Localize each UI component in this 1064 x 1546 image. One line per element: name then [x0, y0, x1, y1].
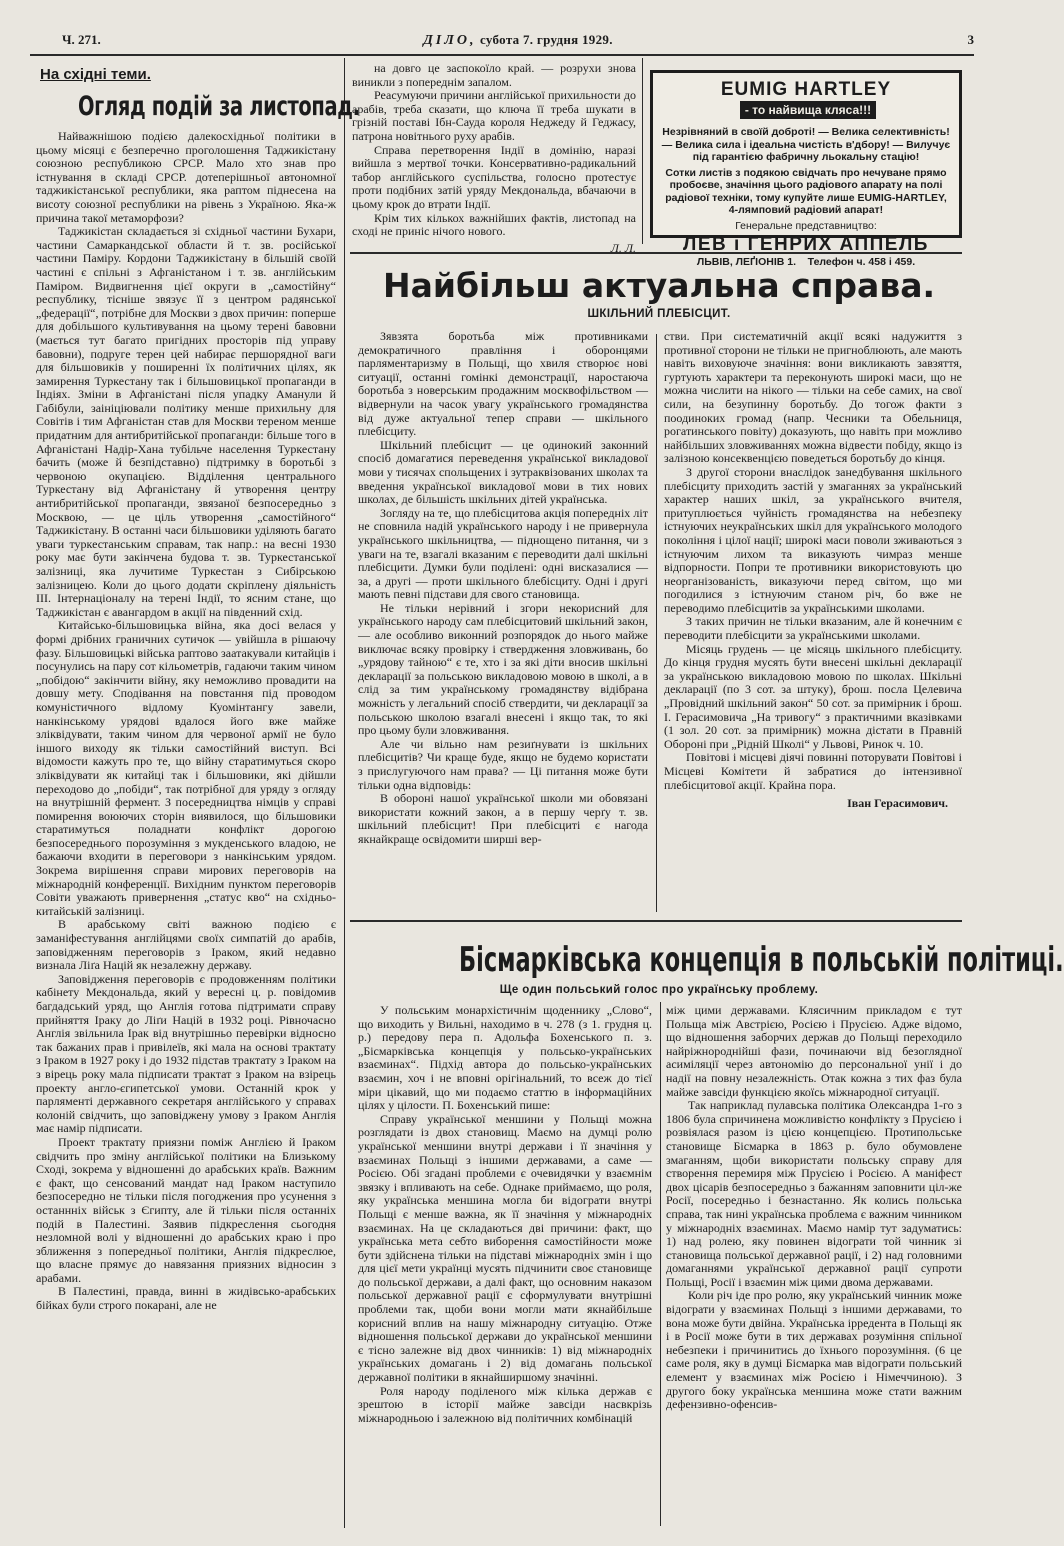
- ad-rep-label: Генеральне представництво:: [735, 219, 877, 232]
- paragraph: Крім тих кількох важнійших фактів, листопад на сході не приніс нічого нового.: [352, 210, 636, 239]
- column-divider: [656, 334, 657, 912]
- section-kicker: На східні теми.: [40, 66, 151, 83]
- plebiscite-column-a: [358, 330, 648, 914]
- bismarck-subhead: Ще один польський голос про українську проблему.: [499, 984, 819, 996]
- paragraph: Зогляду на те, що плебісцитова акція попередніх літ не сповнила надій українського народу і не привернула українського шкільництва, — піднощено питання, чи з уваги на те, взагалі вказаним є переводити далі шкільні плебісцити. Думки були поділені: одні висказалися — за, а другі — проти шкільного блебісциту. Одні і другі мають певні підстави для свого становища.: [358, 505, 648, 602]
- paragraph: стви. При систематичній акції всякі надужиття з противної сторони не тільки не пригноблюють, але мають навіть виховуюче значіння: вони викликають завзяття, гуртують характери та переконують широкі маси, що не можна числити на нікого — тільки на себе самих, на свої сили, на безупинну боротьбу. До тогож факти з поодиноких громад (напр. Чесники та Обельниця, рогатинського повіту) доказують, що навіть при можливо найбільших зловживаннях можна відвести побіду, якщо із залізною консеквенцією поведеться боротьбу до кінця.: [664, 329, 962, 466]
- bismarck-column-a: [358, 1004, 652, 1526]
- left-article-continuation: [352, 61, 636, 255]
- column-divider: [344, 58, 345, 1528]
- eumig-advertisement: [650, 70, 962, 268]
- paragraph: Не тільки нерівний і згори некорисний для українського народу сам плебісцитовий шкільний закон, — але особливо виконний розпорядок до нього майже виключає всяку провірку і ствердження зловживань, бо „урядову тайною“ є те, хто і за які діти вносив шкільні декларації за польською викладовою мовою в школі, а в слід за тим українському громадянству відібрана можність у легальний спосіб ствердити, чи декларації за польською школою взагалі внесені і якщо так, то які про цьому були зловживання.: [358, 600, 648, 738]
- plebiscite-column-b: [664, 330, 962, 914]
- paragraph: Повітові і місцеві діячі повинні поторувати Повітові і Місцеві Комітети й забратися до інтензивної плебісцитової акції. Крайна пора.: [664, 750, 962, 792]
- paragraph: Шкільний плебісцит — це одинокий законний спосіб домагатися переведення української викладової мови у тисячах спольщених і зутраквізованих школах та введення української викладової мови в тих нових школах, де більшість шкільних дітей українська.: [358, 437, 648, 507]
- column-divider: [642, 58, 643, 244]
- paragraph: В обороні нашої української школи ми обовязані використати кожний закон, а в першу черґу т. зв. шкільний плебісцит! При плебісциті є нагода якнайкраще освідомити ширші вер-: [358, 791, 648, 846]
- paragraph: Проект трактату приязни поміж Англією й Іраком свідчить про зміну англійської політики на Близькому Сході, зокрема у відношенні до арабських країв. Важним є факт, що сенсований мандат над Іраком наступило безпосередно не тільки після погоджения про усунення з останнніх військ з Єгипту, але й тільки після останніх подій в Палестині. Заявив підкреслення сьогодня незломной волі у відношенні до арабських краю і про зближення з попередньої політики, Англія підкреслюе, що власне прямує до навязання приязних відносин з арабами.: [36, 1134, 336, 1285]
- article-headline: Огляд подій за листопад.: [77, 91, 360, 122]
- paragraph: Коли річ іде про ролю, яку український чинник може відограти у взаєминах Польщі з іншими державами, то вона може бути двійна. Українська ірредента в Польщі як і в Росії може бути в тих державах розуміння спільної небезпеки і причинитись до їхнього порозуміння. (6 це саме роля, яку в думці Бісмарка мав відограти польський елемент у взаєминах між Росією і Німеччиною). З другого боку українська меншина може стати важним дефензивно-офенсив-: [666, 1288, 962, 1412]
- bismarck-headline: Бісмарківська концепція в польській політиці.: [459, 940, 1064, 980]
- section-rule: [350, 920, 962, 922]
- paragraph: Місяць грудень — це місяць шкільного плебісциту. До кінця грудня мусять бути внесені шкільні декларації за українською викладовою мовою по школах. Шкільні декларації (по 3 сот. за штуку), брош. посла Целевича „Провідний шкільний закон“ 50 сот. за примірник і брош. І. Герасимовича „На тривогу“ з практичними вказівками (1 зол. 20 сот. за примірник) можна дістати в Правній Обороні при „Рідній Школі“ у Львові, Ринок ч. 10.: [664, 641, 962, 751]
- left-article: [36, 62, 360, 1528]
- bismarck-column-b: [666, 1004, 962, 1526]
- paragraph: Зявзята боротьба між противниками демократичного правління і оборонцями парляментаризму в Польщі, що хвиля створює нові ситуації, останні гомінкі демонстрації, наростаюча боротьба з новерським продажним москвофільством — відвернули на часок увагу українського громадянства від дуже актуальної тепер справи — шкільного плебісциту.: [358, 329, 648, 439]
- paragraph: Найважнішою подією далекосхідньої політики в цьому місяці є безперечно проголошення Таджикістану союзною республикою СРСР. Мало хто знав про істнування в складі СРСР. дотеперішньої автономної таджикістанської республики, яка раптом піднесена на висоту союзної республики на рівень з Україною. Яка-ж причина такої метаморфози?: [36, 129, 336, 225]
- author: Іван Герасимович.: [847, 796, 948, 811]
- paragraph: Заповідження переговорів є продовженням політики кабінету Мекдональда, який у вересні ц. р. повідомив багдадський уряд, що Англія готова підтримати справу прийняття Іраку до Ліґи Націй в 1932 році. Рівночасно Англія звільнила Ірак від внутрішньо перевірки відносно так бажаних прав і привілеїв, які мала на основі трактату з Іраком в 1927 року і до 1932 підстав трактату з Іраком на з вірець року мала підписати трактат з Іраком на взірець проекту англо-єгипетської умови. Останній крок у парляменті державного секретаря англійського у справах колоній свідчить, що заповіджену умову з Іраком Англія має намір підписати.: [36, 971, 336, 1136]
- plebiscite-subhead: ШКІЛЬНИЙ ПЛЕБІСЦИТ.: [587, 308, 731, 320]
- issue-date: субота 7. грудня 1929.: [480, 32, 613, 47]
- paragraph: Справа перетворення Індії в домінію, наразі вийшла з мертвої точки. Консервативно-радикальний табор англійського суспільства, голосно протестує проти подібних затій уряду Мекдональда, вбачаючи в цьому крок до втрати Індії.: [352, 142, 636, 211]
- ad-tag: - то найвища кляса!!!: [740, 101, 876, 119]
- masthead-line: [62, 32, 974, 49]
- paragraph: Так наприклад пулавська політика Олександра 1-го з 1806 була спричинена можливістю конфлікту з Прусією і розвіялася разом із цією концепцією. Протипольське становище Бісмарка в 1863 р. було обумовлене змаганням, щоби використати польську справу для створення перемиря між Прусією і Росією. А маніфест двох цісарів безпосередньо з бажанням заповнити ціл-же Росії, посередньо і безнастанно. Як колись польська справа, так нині українська проблема є важним чинником у міжнародніх взаєминах. Маємо намір тут задуматись: 1) над ролею, яку повинен відограти той чинник зі становища польської державної рації, і 2) над головними домаганнями української державної рації супроти Польщі, Росії і взаємин між цими двома державами.: [666, 1098, 962, 1289]
- paragraph: Роля народу поділеного між кілька держав є зрештою в історії майже завсіди насвкрізь міжнародньою і залежною від політичних комбінацій: [358, 1383, 652, 1425]
- ad-text: Незрівняний в своїй доброті! — Велика селективність! — Велика сила і ідеальна чистість в'дбору! — Вилучує під гарантією фабричну льокальну стацію!: [661, 126, 951, 163]
- paragraph: В арабському світі важною подією є заманіфестування англійцями своїх симпатій до арабів, заповідженням переговорів з Іраком, який недавно визнала Ліґа Націй як незалежну державу.: [36, 917, 336, 973]
- signature: Л. Л.: [610, 240, 636, 255]
- paragraph: Реасумуючи причини англійської прихильности до арабів, треба сказати, що ключа її треба шукати в грізній поставі Ібн-Сауда короля Неджеду й Геджасу, патрона новітнього руху арабів.: [352, 88, 636, 143]
- paragraph: Але чи вільно нам резиґнувати із шкільних плебісцитів? Чи краще буде, якщо не будемо користати з прислугуючого нам права? — Ці питання може бути тільки одна відповідь:: [358, 736, 648, 792]
- ad-address: ЛЬВІВ, ЛЕҐІОНІВ 1.: [696, 256, 796, 268]
- paragraph: В Палестині, правда, винні в жидівсько-арабських бійках були строго покарані, але не: [36, 1284, 336, 1313]
- ad-phone: Телефон ч. 458 і 459.: [807, 256, 916, 268]
- plebiscite-headline: Найбільш актуальна справа.: [382, 266, 936, 305]
- paragraph: Китайсько-більшовицька війна, яка досі велася у формі дрібних граничних сутичок — увійшла в рішаючу фазу. Більшовицькі війська раптово заатакували китайців і посунулись на пару сот кільометрів, гадаючи таким чином „побідою“ закінчити війну, яку неможливо провадити на довшу мету. Сподівання на повстання під проводом комуністичного відлому Куомінтангу завели, нанкінському урядові вдалося його вже майже зліквідувати, таким чином для червоної армії не було іншого виходу як тільки самостійний виступ. Всі відомости кажуть про те, що війну старатимуться скоро зліквідувати як китайці так і більшовики, які дійшли переходово до „побіди“, так потрібної для уряду з огляду на внутрішній фермент. З посередництва німців у справі помирення воюючих сторін виявилося, що більшовики старатимуться поладнати конфлікт дорогою безпосереднього порозуміння з мукденського владою, не бажаючи входити в переговори з нанкінським урядом. Зокрема вирішення справи мирових переговорів на міжнародній конференції. Вихідним пунктом переговорів Совіти уважають привернення „статус кво“ на східньо-китайській залізниці.: [36, 618, 336, 918]
- paragraph: З другої сторони внаслідок занедбування шкільного плебісциту приходить застій у змаганнях за український характер наших шкіл, за українського вчителя, притуплюється чуйність громадянства на небезпеку істнуючих неукраїнських шкіл для українського молодого покоління і цілої нації; широкі маси поволи зживаються з істнуючим лихом та виказують чимраз менше відпорности. Попри те противники використовують цю неорганізованість, виказуючи перед світом, що ми погодилися з істнуючим станом річ, бо вже не переводимо плебісцитів за українськими школами.: [664, 464, 962, 615]
- page-number: 3: [967, 32, 974, 47]
- ad-text: Сотки листів з подякою свідчать про нечуване прямо пробоєве, значіння цього радіового апарату на полі радіової техніки, тому купуйте лише EUMIG-HARTLEY, 4-лямповий радіовий апарат!: [665, 166, 947, 216]
- paragraph: Справу української меншини у Польщі можна розглядати із двох становищ. Маємо на думці ролю української меншини внутрі держави і її значіння у взаєминах Польщі з іншими державами, а саме — Росією. Обі згадані проблеми є очевидячки у взаємнім звязку і впливають на себе. Однаке приймаємо, що роля, яку українська меншина могла би відограти внутрі Польщі є менше важна, як її значіння у міжнародніх взаєминах. На це складаються дві причини: факт, що українська мета себто виборення самостійности може бути здійснена тільки на підставі міжнародніх змін і що для цієї мети українці мусять підчинити своє становище до польської держави, а далі факт, що основним наказом польської державної рації є сформулувати внутрішні проблеми так, щоби вони могли мати якнайбільше корисний вплив на нашу міжнародну ситуацію. Отже відношення польської держави до української меншини є тісно залежне від двох чинників: 1) від міжнародніх українських домагань і 2) від домагань польської державної політики в якнайширшому значінні.: [358, 1111, 652, 1385]
- column-divider: [660, 1002, 661, 1526]
- ad-company: ЛЕВ і ГЕНРИХ АППЕЛЬ: [683, 234, 929, 255]
- issue-number: Ч. 271.: [62, 32, 101, 47]
- paragraph: між цими державами. Клясичним прикладом є тут Польща між Австрією, Росією і Прусією. Адже відомо, що відношення заборчих держав до Польщі переходило найріжнороднійші фази, починаючи від безоглядної асиміляції через автономію до персональної унії і до надії на повну незалежність. Отак кожна з тих фаз була майже завсіди функцією якоїсь міжнародної ситуації.: [666, 1003, 962, 1099]
- page-header: [62, 30, 974, 52]
- paragraph: З таких причин не тільки вказаним, але й конечним є переводити плебісцити за українськими школами.: [664, 614, 962, 643]
- ad-brand: EUMIG HARTLEY: [720, 79, 892, 100]
- ad-brand-line: [661, 79, 951, 122]
- paragraph: Таджикістан складається зі східньої частини Бухари, частини Самаркандської области й т. зв. російської частини Паміру. Кордони Таджикістану в більшій своїй частині є спільні з Афганістаном і т. зв. англійським Паміром. Видвигнення цієї округи в „самостійну“ республику, тісніше звязує її з центром радянської „федерації“, потрібне для Москви з двох причин: поперше для добільшого культивування на цьому терені бавовни (мається тут багато пригідних просторів під управу бавовни), подруге терен цей набирає першорядної ваги для більшовиків у поширенні їх політичних цілях, як замирення Туркестану так і більшовицької пропаганди в Індіях. Зміни в Афганістані після упадку Аманули й Габібули, заініціювали політику менше прихильну для Совітів і тим Афганістан став для Москви тереном менше придатним для антибритійської пропаганди: більше того в Афганістані Надір-Хана тубільче населення Туркестану бачить (може й безпідставно) підтримку в боротьбі з червоною окупацією. Відділення центрального Туркестану від Афганістану й утворення центру антибритійської пропаганди, звязаної безпосередньо з Москвою, — це ціль утворення „самостійного“ Таджикістану. В останні часи більшовики уділяють багато уваги туркестанським справам, так напр.: на весні 1930 року має бути закінчена будова т. зв. Туркестанської залізниці, яка лучитиме Туркестан з Сибірською залізницею. Коли до цього додати скріплену діяльність ІІІ. Інтернаціоналу на терені Індії, то ясним стане, що Таджикістан є авангардом в акції на південний схід.: [36, 224, 336, 619]
- paragraph: У польським монархістичнім щоденнику „Слово“, що виходить у Вильні, находимо в ч. 278 (з 1. грудня ц. р.) передову пера п. Адольфа Бохенського п. з. „Бісмарківська концепція у польсько-українських взаєминах“. Підхід автора до польсько-українських взаємин, хоч і не вповні орігінальний, то всеж до тієї міри цікавий, що ми подаємо статтю в інформаційних цілях у цілости. П. Бохенський пише:: [358, 1003, 652, 1113]
- paragraph: на довго це заспокоїло край. — розрухи знова виникли з попереднім запалом.: [352, 61, 636, 89]
- header-rule: [30, 54, 974, 56]
- masthead: ДІЛО,: [423, 33, 477, 48]
